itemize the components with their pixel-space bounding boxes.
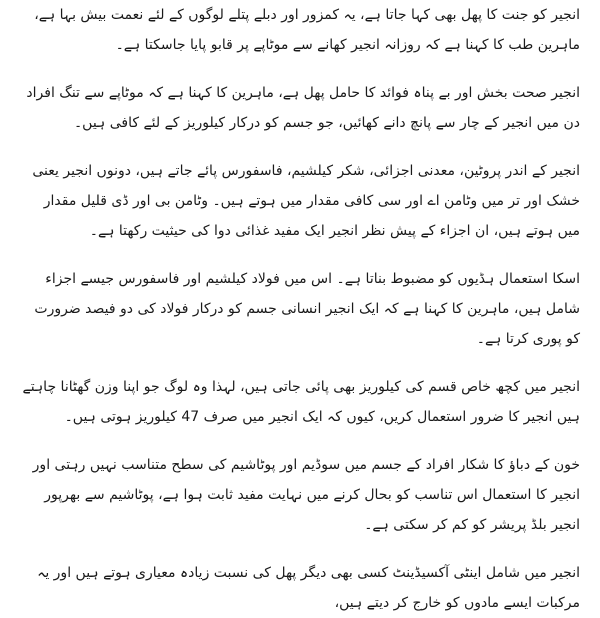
article-paragraph: انجیر کو جنت کا پھل بھی کہا جاتا ہے، یہ کمزور اور دبلے پتلے لوگوں کے لئے نعمت بیش بہا ہے، ماہرین طب کا کہنا ہے کہ روزانہ انجیر کھانے سے موٹاپے پر قابو پایا جاسکتا ہے۔ — [34, 7, 580, 53]
article-body — [20, 0, 580, 611]
article-paragraph: اسکا استعمال ہڈیوں کو مضبوط بناتا ہے۔ اس میں فولاد کیلشیم اور فاسفورس جیسے اجزاء شامل ہیں، ماہرین کا کہنا ہے کہ ایک انجیر انسانی جسم کو درکار فولاد کی دو فیصد ضرورت کو پوری کرتا ہے۔ — [34, 271, 580, 347]
article-paragraph: خون کے دباؤ کا شکار افراد کے جسم میں سوڈیم اور پوٹاشیم کی سطح متناسب نہیں رہتی اور انجیر کا استعمال اس تناسب کو بحال کرنے میں نہایت مفید ثابت ہوا ہے، پوٹاشیم سے بھرپور انجیر بلڈ پریشر کو کم کر سکتی ہے۔ — [32, 457, 580, 533]
article-paragraph: انجیر میں کچھ خاص قسم کی کیلوریز بھی پائی جاتی ہیں، لہذا وہ لوگ جو اپنا وزن گھٹانا چاہتے ہیں انجیر کا ضرور استعمال کریں، کیوں کہ ایک انجیر میں صرف 47 کیلوریز ہوتی ہیں۔ — [22, 379, 580, 425]
article-paragraph: انجیر کے اندر پروٹین، معدنی اجزائی، شکر کیلشیم، فاسفورس پائے جاتے ہیں، دونوں انجیر یعنی خشک اور تر میں وٹامن اے اور سی کافی مقدار میں ہوتے ہیں۔ وٹامن بی اور ڈی قلیل مقدار میں ہوتے ہیں، ان اجزاء کے پیش نظر انجیر ایک مفید غذائی دوا کی حیثیت رکھتا ہے۔ — [32, 163, 580, 239]
article-paragraph: انجیر صحت بخش اور بے پناہ فوائد کا حامل پھل ہے، ماہرین کا کہنا ہے کہ موٹاپے سے تنگ افراد دن میں انجیر کے چار سے پانچ دانے کھائیں، جو جسم کو درکار کیلوریز کے لئے کافی ہیں۔ — [26, 85, 580, 131]
article-paragraph: انجیر میں شامل اینٹی آکسیڈینٹ کسی بھی دیگر پھل کی نسبت زیادہ معیاری ہوتے ہیں اور یہ مرکبات ایسے مادوں کو خارج کر دیتے ہیں، — [37, 565, 580, 611]
